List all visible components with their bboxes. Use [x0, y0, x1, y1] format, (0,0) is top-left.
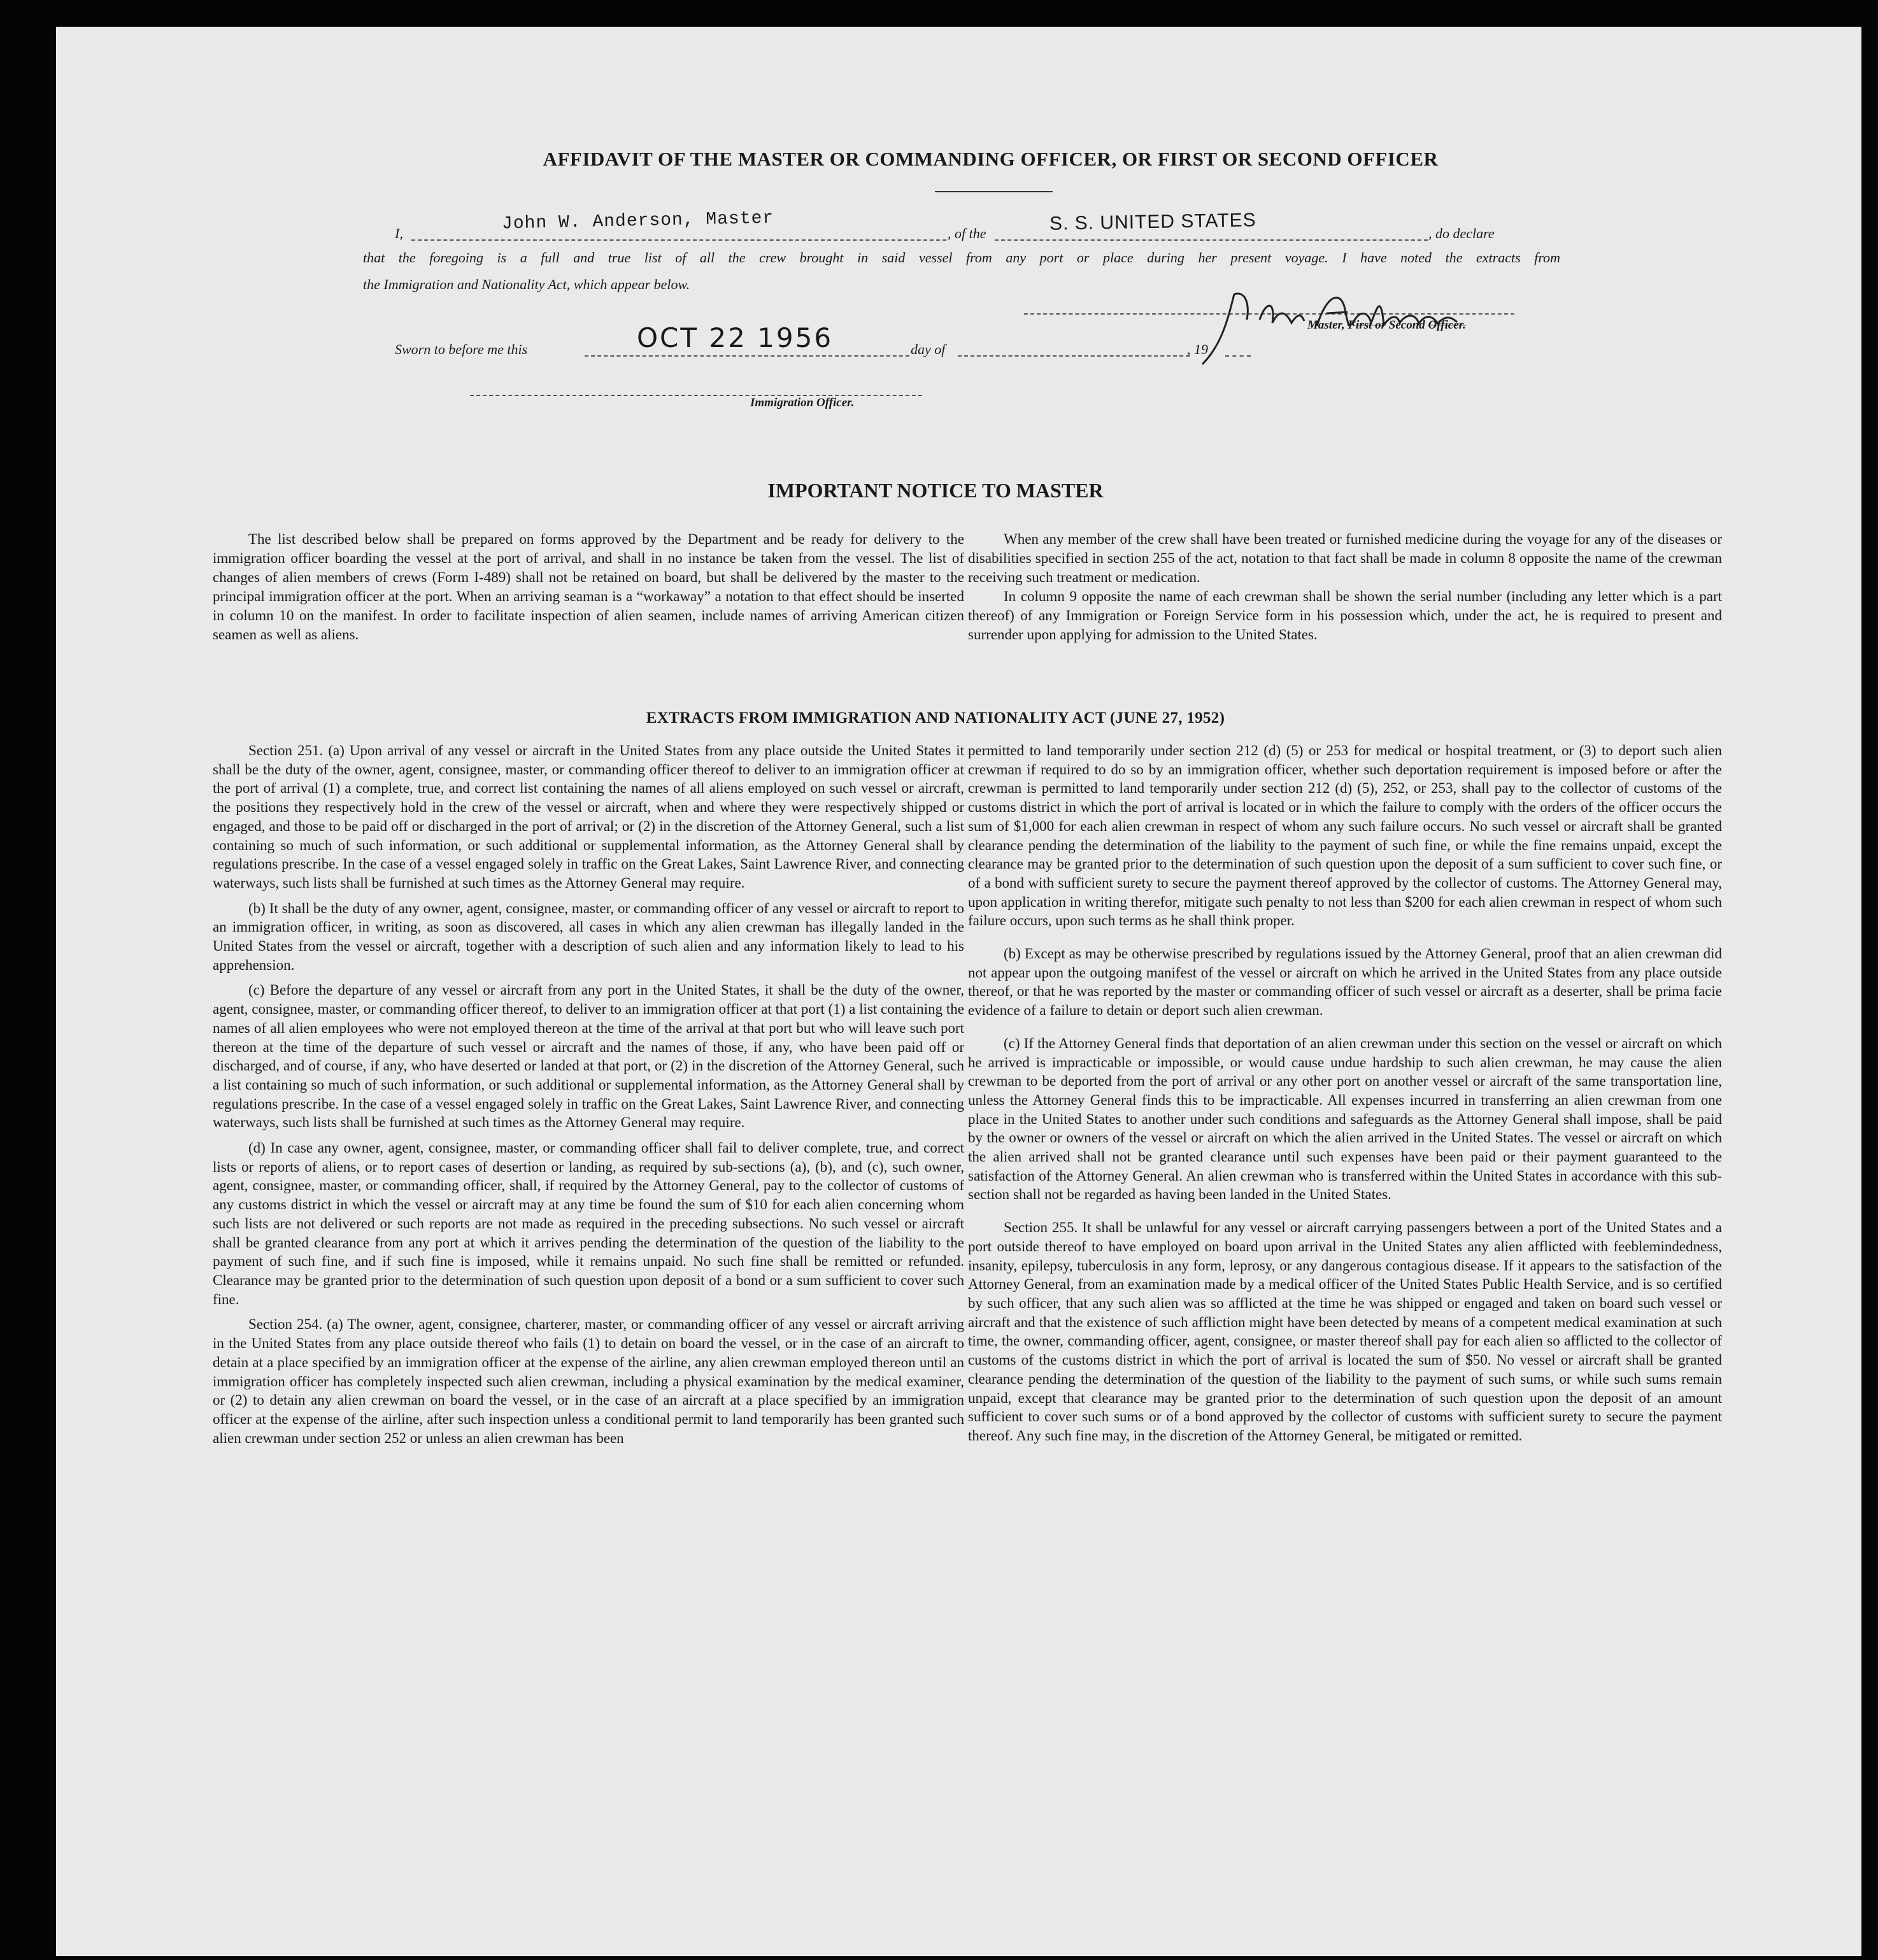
do-declare-label: , do declare	[1428, 225, 1495, 241]
section-251-d: (d) In case any owner, agent, consignee, master, or commanding officer shall fail to deliver complete, true, and correct lists or reports of aliens, or to report cases of desertion or landing, as required by sub-sections (a), (b), and (c), such owner, agent, consignee, master, or commanding officer, shall, if required by the Attorney General, pay to the collector of customs of any customs district in which the vessel or aircraft may at any time be found the sum of $10 for each alien concerning whom such lists are not delivered or such reports are not made as required in the preceding subsections. No such vessel or aircraft shall be granted clearance from any port at which it arrives pending the determination of the question of the liability to the payment of such fine, and if such fine is imposed, while it remains unpaid. No such fine shall be remitted or refunded. Clearance may be granted prior to the determination of such question upon deposit of a bond or a sum sufficient to cover such fine.	[213, 1140, 964, 1307]
document-page	[56, 27, 1861, 1956]
extracts-right-column	[968, 741, 1722, 1445]
of-the-label: , of the	[948, 225, 986, 241]
sworn-prefix: Sworn to before me this	[395, 341, 528, 357]
master-label	[1307, 318, 1466, 332]
master-word: Master,	[1307, 318, 1345, 332]
name-blank	[411, 239, 946, 241]
second-word: Second	[1388, 318, 1425, 332]
declaration-prefix: I,	[395, 225, 403, 241]
notice-right-paragraph-2: In column 9 opposite the name of each crewman shall be shown the serial number (including any letter which is a part thereof) of any Immigration or Foreign Service form in his possession which, under the act, he is required to present and surrender upon applying for admission to the United States.	[968, 588, 1722, 643]
sworn-day-blank	[585, 355, 909, 357]
section-251-c: (c) Before the departure of any vessel or aircraft from any port in the United States, it shall be the duty of the owner, agent, consignee, master, or commanding officer thereof, to deliver to an immigration officer at that port (1) a list containing the names of all alien employees who were not employed thereon at the time of the arrival at that port but who will leave such port thereon at the time of the departure of such vessel or aircraft and the names of those, if any, who have been paid off or discharged, and of course, if any, who have deserted or landed at that port, or (2) in the discretion of the Attorney General, such a list containing so much of such information, or such additional or supplemental information, as the Attorney General shall by regulations prescribe. In the case of a vessel engaged solely in traffic on the Great Lakes, Saint Lawrence River, and connecting waterways, such lists shall be furnished at such times as the Attorney General may require.	[213, 982, 964, 1131]
notice-left-paragraph: The list described below shall be prepared on forms approved by the Department and be ready for delivery to the immigration officer boarding the vessel at the port of arrival, and shall in no instance be taken from the vessel. The list of changes of alien members of crews (Form I-489) shall not be retained on board, but shall be delivered by the master to the principal immigration officer at the port. When an arriving seaman is a “workaway” a notation to that effect should be inserted in column 10 on the manifest. In order to facilitate inspection of alien seamen, include names of arriving American citizen seamen as well as aliens.	[213, 531, 964, 643]
immigration-officer-label: Immigration Officer.	[750, 396, 855, 409]
title-rule	[935, 191, 1053, 192]
sworn-year-blank	[1225, 355, 1251, 357]
notice-right-paragraph-1: When any member of the crew shall have been treated or furnished medicine during the voyage for any of the diseases or disabilities specified in section 255 of the act, notation to that fact shall be made in column 8 opposite the name of the crewman receiving such treatment or medication.	[968, 531, 1722, 585]
vessel-blank	[995, 239, 1428, 241]
vessel-name: S. S. UNITED STATES	[1049, 209, 1256, 234]
section-255: Section 255. It shall be unlawful for any vessel or aircraft carrying passengers between a port of the United States and a port outside thereof to have employed on board upon arrival in the United States any alien afflicted with feeblemindedness, insanity, epilepsy, tuberculosis in any form, leprosy, or any dangerous contagious disease. If it appears to the satisfaction of the Attorney General, from an examination made by a medical officer of the United States Public Health Service, and is so certified by such officer, that any such alien was so afflicted at the time he was shipped or engaged and taken on board such vessel or aircraft and that the existence of such affliction might have been detected by means of a competent medical examination at such time, the owner, commanding officer, agent, consignee, or master thereof shall pay for each alien so afflicted to the collector of customs of the customs district in which the port of arrival is located the sum of $50. No vessel or aircraft shall be granted clearance pending the determination of the question of the liability to the payment of such sums, or while such sums remain unpaid, except that clearance may be granted prior to the determination of such question upon the deposit of an amount sufficient to cover such sums or of a bond approved by the collector of customs with sufficient surety to secure the payment thereof. Any such fine may, in the discretion of the Attorney General, be mitigated or remitted.	[968, 1219, 1722, 1444]
notice-right-column	[968, 530, 1722, 644]
struck-first-or: First or	[1348, 318, 1386, 332]
year-label: , 19	[1187, 341, 1208, 357]
section-251-b: (b) It shall be the duty of any owner, agent, consignee, master, or commanding officer of any vessel or aircraft to report to an immigration officer, in writing, as soon as discovered, all cases in which any alien crewman has illegally landed in the United States from the vessel or aircraft, together with a description of such alien and any information likely to lead to his apprehension.	[213, 900, 964, 973]
date-stamp: OCT 22 1956	[637, 322, 834, 353]
declaration-line-3: the Immigration and Nationality Act, which appear below.	[363, 276, 690, 292]
master-name: John W. Anderson, Master	[501, 208, 774, 234]
section-254-a-continued: permitted to land temporarily under section 212 (d) (5) or 253 for medical or hospital treatment, or (3) to deport such alien crewman if required to do so by an immigration officer, whether such deportation requirement is imposed before or after the crewman is permitted to land temporarily under section 212 (d) (5), 252, or 253, shall pay to the collector of customs of the customs district in which the port of arrival is located or in which the failure to comply with the orders of the officer occurs the sum of $1,000 for each alien crewman in respect of whom any such failure occurs. No such vessel or aircraft shall be granted clearance pending the determination of the liability to the payment of such fine, or while the fine remains unpaid, except the clearance may be granted prior to the determination of such question upon the deposit of a sum sufficient to cover such fine, or of a bond with sufficient surety to secure the payment thereof approved by the collector of customs. The Attorney General may, upon application in writing therefor, mitigate such penalty to not less than $200 for each alien crewman in respect of whom such failure occurs, upon such terms as he shall think proper.	[968, 742, 1722, 929]
section-254-c: (c) If the Attorney General finds that deportation of an alien crewman under this section on the vessel or aircraft on which he arrived is impracticable or impossible, or would cause undue hardship to such alien crewman, he may cause the alien crewman to be deported from the port of arrival or any other port on another vessel or aircraft of the same transportation line, unless the Attorney General finds this to be impracticable. All expenses incurred in transferring an alien crewman from one place in the United States to another under such conditions and safeguards as the Attorney General shall impose, shall be paid by the owner or owners of the vessel or aircraft on which the alien arrived in the United States. The vessel or aircraft on which the alien arrived shall not be granted clearance until such expenses have been paid or their payment guaranteed to the satisfaction of the Attorney General. An alien crewman who is transferred within the United States in accordance with this sub-section shall not be regarded as having been landed in the United States.	[968, 1035, 1722, 1203]
notice-left-column	[213, 530, 964, 644]
sworn-month-blank	[958, 355, 1190, 357]
affidavit-title: AFFIDAVIT OF THE MASTER OR COMMANDING OFFICER, OR FIRST OR SECOND OFFICER	[543, 148, 1439, 170]
extracts-left-column	[213, 741, 964, 1447]
struck-officer: Officer.	[1428, 318, 1466, 332]
declaration-line-2: that the foregoing is a full and true list of all the crew brought in said vessel from any port or place during her present voyage. I have noted the extracts from	[363, 250, 1560, 266]
extracts-heading: EXTRACTS FROM IMMIGRATION AND NATIONALITY ACT (JUNE 27, 1952)	[646, 709, 1225, 727]
section-251-a: Section 251. (a) Upon arrival of any vessel or aircraft in the United States from any place outside the United States it shall be the duty of the owner, agent, consignee, master, or commanding officer thereof to deliver to an immigration officer at the port of arrival (1) a complete, true, and correct list containing the names of all aliens employed on such vessel or aircraft, the positions they respectively hold in the crew of the vessel or aircraft, when and where they were respectively shipped or engaged, and those to be paid off or discharged in the port of arrival; or (2) in the discretion of the Attorney General, such a list containing so much of such information, or such additional or supplemental information, as the Attorney General shall by regulations prescribe. In the case of a vessel engaged solely in traffic on the Great Lakes, Saint Lawrence River, and connecting waterways, such lists shall be furnished at such times as the Attorney General may require.	[213, 742, 964, 891]
section-254-a: Section 254. (a) The owner, agent, consignee, charterer, master, or commanding officer of any vessel or aircraft arriving in the United States from any place outside thereof who fails (1) to detain on board the vessel, or in the case of an aircraft to detain at a place specified by an immigration officer at the expense of the airline, any alien crewman employed thereon until an immigration officer has completely inspected such alien crewman, including a physical examination by the medical examiner, or (2) to detain any alien crewman on board the vessel, or in the case of an aircraft at a place specified by an immigration officer at the expense of the airline, after such inspection unless a conditional permit to land temporarily has been granted such alien crewman under section 252 or unless an alien crewman has been	[213, 1316, 964, 1446]
day-of-label: day of	[911, 341, 946, 357]
officer-signature-line	[470, 395, 922, 396]
notice-heading: IMPORTANT NOTICE TO MASTER	[767, 479, 1104, 502]
section-254-b: (b) Except as may be otherwise prescribed by regulations issued by the Attorney General, proof that an alien crewman did not appear upon the outgoing manifest of the vessel or aircraft on which he arrived in the United States from any place outside thereof, or that he was reported by the master or commanding officer of such vessel or aircraft as a deserter, shall be prima facie evidence of a failure to detain or deport such alien crewman.	[968, 946, 1722, 1019]
